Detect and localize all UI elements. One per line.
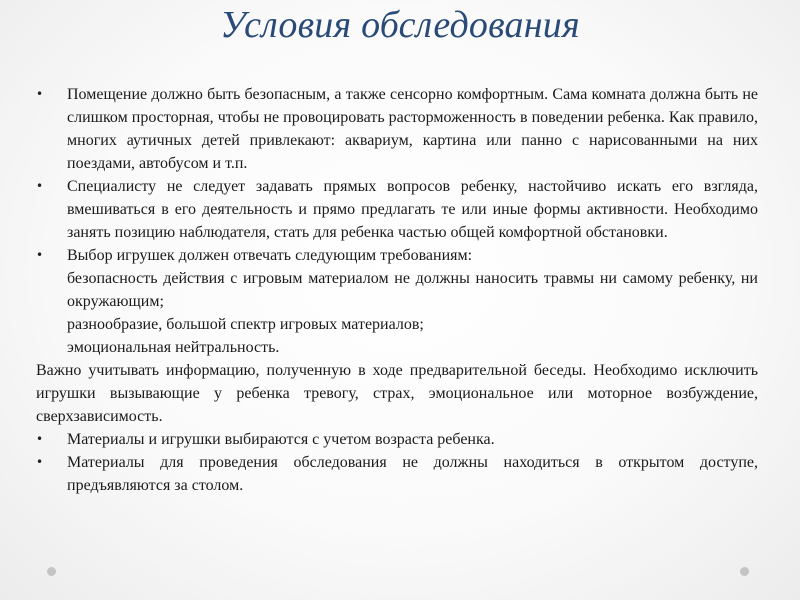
list-item-toys <box>36 244 758 267</box>
bullet-marker: • <box>36 432 44 446</box>
list-item-room <box>36 83 758 175</box>
list-item-age <box>36 428 758 451</box>
sub-item-safety <box>36 267 758 313</box>
list-item-text: Помещение должно быть безопасным, а также сенсорно комфортным. Сама комната должна быть не слишком просторная, чтобы не провоцировать расторможенность в поведении ребенка. Как правило, многих аутичных детей привлекают: аквариум, картина или панно с нарисованными на них поездами, автобусом и т.п. <box>67 86 758 172</box>
bullet-marker: • <box>36 179 44 193</box>
list-item-text: безопасность действия с игровым материалом не должны наносить травмы ни самому ребенку, ни окружающим; <box>67 270 758 310</box>
paragraph-text: Важно учитывать информацию, полученную в ходе предварительной беседы. Необходимо исключить игрушки вызывающие у ребенка тревогу, страх, эмоциональное или моторное возбуждение, сверхзависимость. <box>36 362 758 425</box>
content-body <box>36 83 758 497</box>
bullet-marker: • <box>36 455 44 469</box>
paragraph-important <box>36 359 758 428</box>
decorative-dot-right <box>740 567 749 576</box>
slide-title: Условия обследования <box>220 4 580 46</box>
bullet-marker: • <box>36 248 44 262</box>
list-item-text: разнообразие, большой спектр игровых материалов; <box>67 316 424 333</box>
list-item-text: эмоциональная нейтральность. <box>67 339 280 356</box>
list-item-materials <box>36 451 758 497</box>
list-item-text: Специалисту не следует задавать прямых вопросов ребенку, настойчиво искать его взгляда, вмешиваться в его деятельность и прямо предлагать те или иные формы активности. Необходимо занять позицию наблюдателя, стать для ребенка частью общей комфортной обстановки. <box>67 178 758 241</box>
list-item-text: Материалы для проведения обследования не должны находиться в открытом доступе, предъявляются за столом. <box>67 454 758 494</box>
sub-item-neutrality <box>36 336 758 359</box>
list-item-text: Материалы и игрушки выбираются с учетом возраста ребенка. <box>67 431 495 448</box>
list-item-specialist <box>36 175 758 244</box>
decorative-dot-left <box>47 567 56 576</box>
list-item-text: Выбор игрушек должен отвечать следующим требованиям: <box>67 247 473 264</box>
bullet-marker: • <box>36 87 44 101</box>
sub-item-variety <box>36 313 758 336</box>
